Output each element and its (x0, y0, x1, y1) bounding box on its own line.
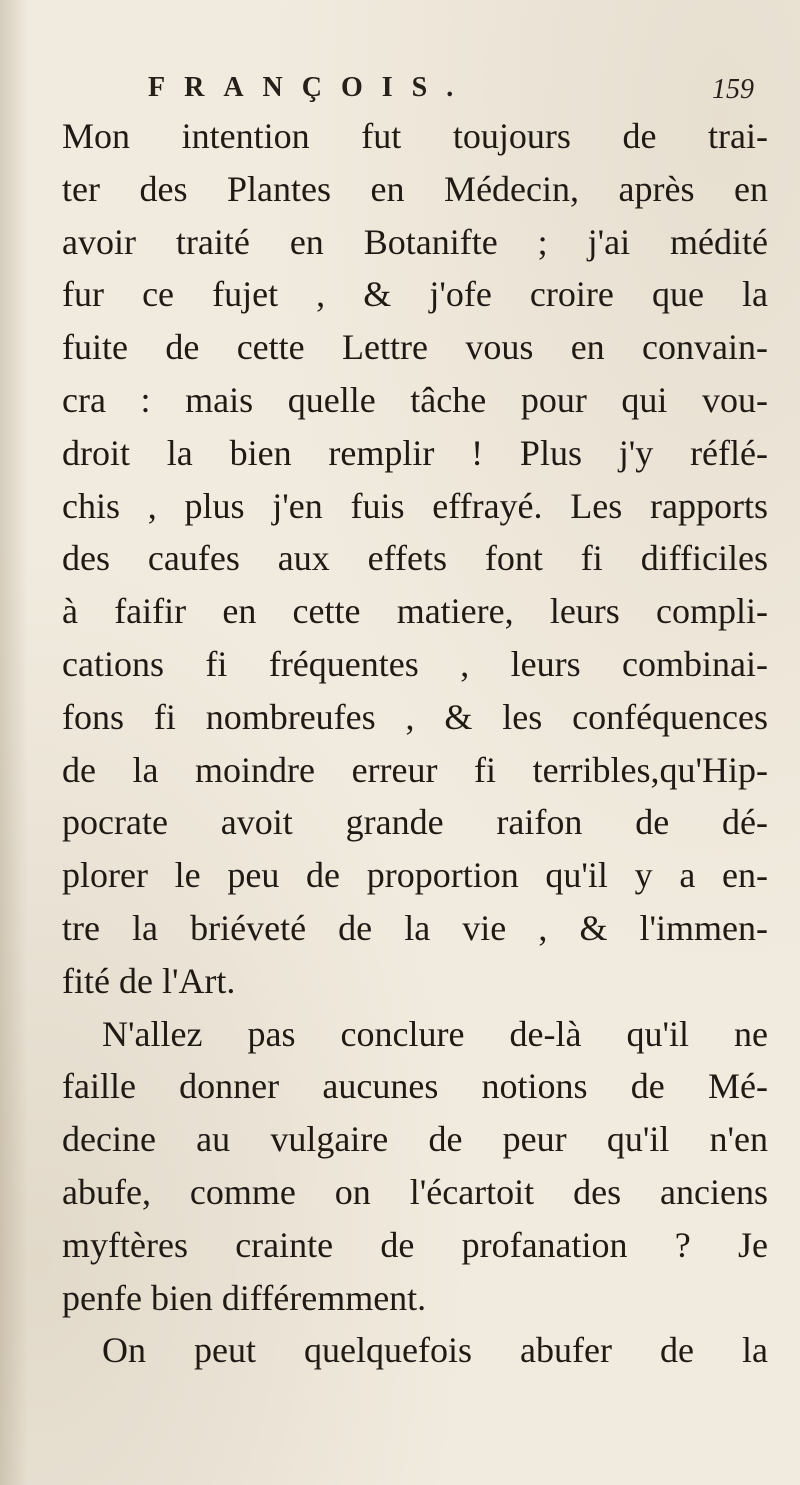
text-line: On peut quelquefois abufer de la (102, 1330, 768, 1371)
page-gutter-shadow (0, 0, 28, 1485)
text-line: myftères crainte de profanation ? Je (62, 1224, 768, 1265)
text-line: Mon intention fut toujours de trai- (62, 116, 768, 156)
text-line: pocrate avoit grande raifon de dé- (62, 802, 768, 843)
text-line: fité de l'Art. (62, 960, 236, 1001)
text-line: abufe, comme on l'écartoit des anciens (62, 1171, 768, 1212)
text-line: des caufes aux effets font fi difficiles (62, 538, 768, 579)
text-line: penfe bien différemment. (62, 1277, 427, 1318)
text-line: decine au vulgaire de peur qu'il n'en (62, 1119, 768, 1160)
text-line: cra : mais quelle tâche pour qui vou- (62, 379, 768, 420)
text-line: chis , plus j'en fuis effrayé. Les rapports (62, 485, 768, 526)
text-line: plorer le peu de proportion qu'il y a en- (62, 855, 768, 896)
text-line: fur ce fujet , & j'ofe croire que la (62, 274, 768, 315)
text-line: N'allez pas conclure de-là qu'il ne (102, 1013, 768, 1054)
text-line: tre la briéveté de la vie , & l'immen- (62, 907, 768, 948)
page-number: 159 (712, 74, 754, 105)
text-line: fons fi nombreufes , & les conféquences (62, 696, 768, 737)
text-line: droit la bien remplir ! Plus j'y réflé- (62, 432, 768, 473)
running-head (0, 72, 800, 112)
text-line: ter des Plantes en Médecin, après en (62, 168, 768, 209)
text-line: de la moindre erreur fi terribles,qu'Hip- (62, 749, 768, 790)
text-line: fuite de cette Lettre vous en convain- (62, 327, 768, 368)
text-line: avoir traité en Botanifte ; j'ai médité (62, 221, 768, 262)
text-line: faille donner aucunes notions de Mé- (62, 1066, 768, 1107)
body-text (62, 110, 768, 1377)
running-title: FRANÇOIS. (148, 72, 473, 103)
text-line: à faifir en cette matiere, leurs compli- (62, 591, 768, 632)
text-line: cations fi fréquentes , leurs combinai- (62, 643, 768, 684)
